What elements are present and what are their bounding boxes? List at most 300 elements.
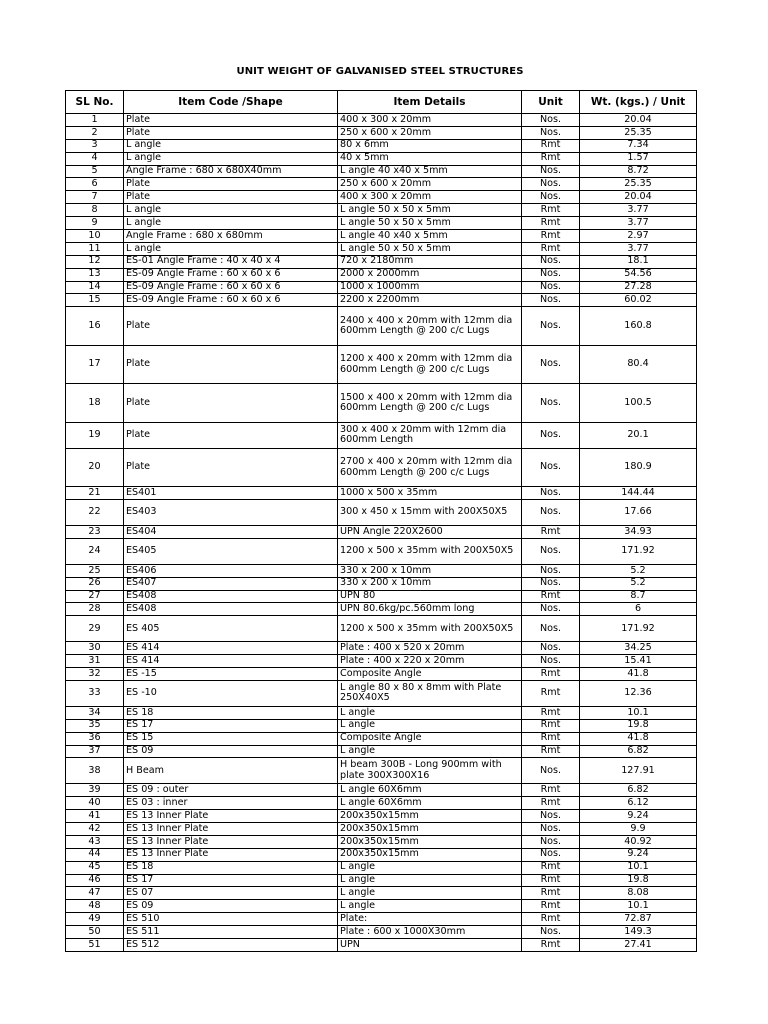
weight-cell: 8.7 (580, 590, 697, 603)
sl-no-cell: 40 (66, 797, 124, 810)
item-code-cell: ES 07 (124, 887, 338, 900)
item-code-cell: Plate (124, 345, 338, 384)
unit-cell: Nos. (522, 268, 580, 281)
item-details-cell: 250 x 600 x 20mm (338, 126, 522, 139)
weight-cell: 34.93 (580, 526, 697, 539)
weight-cell: 180.9 (580, 448, 697, 487)
weight-cell: 20.04 (580, 191, 697, 204)
table-row (66, 668, 697, 681)
item-details-cell: 40 x 5mm (338, 152, 522, 165)
table-row (66, 603, 697, 616)
item-code-cell: ES 15 (124, 732, 338, 745)
weight-cell: 20.04 (580, 114, 697, 127)
table-row (66, 680, 697, 706)
item-code-cell: L angle (124, 152, 338, 165)
table-row (66, 577, 697, 590)
item-code-cell: Plate (124, 422, 338, 448)
item-code-cell: ES 512 (124, 938, 338, 951)
weight-cell: 80.4 (580, 345, 697, 384)
item-details-cell: H beam 300B - Long 900mm with plate 300X300X16 (338, 758, 522, 784)
table-row (66, 255, 697, 268)
item-details-cell: 720 x 2180mm (338, 255, 522, 268)
item-details-cell: UPN (338, 938, 522, 951)
sl-no-cell: 16 (66, 307, 124, 346)
item-code-cell: Plate (124, 178, 338, 191)
item-code-cell: ES405 (124, 538, 338, 564)
table-row (66, 307, 697, 346)
table-row (66, 616, 697, 642)
item-code-cell: ES 17 (124, 719, 338, 732)
sl-no-cell: 2 (66, 126, 124, 139)
item-details-cell: 1500 x 400 x 20mm with 12mm dia 600mm Length @ 200 c/c Lugs (338, 384, 522, 423)
table-row (66, 913, 697, 926)
item-code-cell: ES 09 : outer (124, 784, 338, 797)
sl-no-cell: 5 (66, 165, 124, 178)
weight-cell: 40.92 (580, 835, 697, 848)
unit-cell: Nos. (522, 345, 580, 384)
sl-no-cell: 37 (66, 745, 124, 758)
item-code-cell: L angle (124, 139, 338, 152)
item-details-cell: L angle 50 x 50 x 5mm (338, 217, 522, 230)
item-code-cell: ES407 (124, 577, 338, 590)
weight-cell: 3.77 (580, 204, 697, 217)
item-code-cell: ES406 (124, 564, 338, 577)
item-details-cell: 400 x 300 x 20mm (338, 191, 522, 204)
item-details-cell: 300 x 400 x 20mm with 12mm dia 600mm Length (338, 422, 522, 448)
item-details-cell: L angle 80 x 80 x 8mm with Plate 250X40X5 (338, 680, 522, 706)
unit-cell: Nos. (522, 191, 580, 204)
item-details-cell: 2200 x 2200mm (338, 294, 522, 307)
weight-cell: 8.72 (580, 165, 697, 178)
table-row (66, 500, 697, 526)
unit-cell: Rmt (522, 732, 580, 745)
item-code-cell: ES 13 Inner Plate (124, 835, 338, 848)
table-row (66, 887, 697, 900)
weight-cell: 72.87 (580, 913, 697, 926)
unit-cell: Nos. (522, 655, 580, 668)
item-details-cell: L angle (338, 900, 522, 913)
sl-no-cell: 25 (66, 564, 124, 577)
weight-cell: 6.82 (580, 784, 697, 797)
table-row (66, 281, 697, 294)
sl-no-cell: 45 (66, 861, 124, 874)
unit-cell: Nos. (522, 822, 580, 835)
sl-no-cell: 20 (66, 448, 124, 487)
table-row (66, 797, 697, 810)
weight-cell: 6.12 (580, 797, 697, 810)
table-row (66, 784, 697, 797)
sl-no-cell: 1 (66, 114, 124, 127)
sl-no-cell: 21 (66, 487, 124, 500)
unit-cell: Rmt (522, 706, 580, 719)
sl-no-cell: 27 (66, 590, 124, 603)
item-code-cell: ES-09 Angle Frame : 60 x 60 x 6 (124, 268, 338, 281)
table-row (66, 745, 697, 758)
item-details-cell: 330 x 200 x 10mm (338, 564, 522, 577)
weight-cell: 9.24 (580, 848, 697, 861)
unit-cell: Rmt (522, 719, 580, 732)
weight-cell: 15.41 (580, 655, 697, 668)
table-row (66, 294, 697, 307)
unit-cell: Rmt (522, 230, 580, 243)
table-row (66, 165, 697, 178)
sl-no-cell: 4 (66, 152, 124, 165)
sl-no-cell: 24 (66, 538, 124, 564)
sl-no-cell: 47 (66, 887, 124, 900)
item-code-cell: ES 414 (124, 655, 338, 668)
item-code-cell: L angle (124, 242, 338, 255)
unit-cell: Rmt (522, 526, 580, 539)
item-code-cell: ES-09 Angle Frame : 60 x 60 x 6 (124, 281, 338, 294)
sl-no-cell: 31 (66, 655, 124, 668)
weight-cell: 6 (580, 603, 697, 616)
unit-cell: Rmt (522, 217, 580, 230)
item-details-cell: L angle 60X6mm (338, 797, 522, 810)
table-row (66, 448, 697, 487)
unit-cell: Rmt (522, 242, 580, 255)
document-title: UNIT WEIGHT OF GALVANISED STEEL STRUCTURES (236, 66, 524, 77)
weight-cell: 17.66 (580, 500, 697, 526)
table-row (66, 487, 697, 500)
unit-cell: Nos. (522, 616, 580, 642)
unit-cell: Nos. (522, 307, 580, 346)
sl-no-cell: 6 (66, 178, 124, 191)
table-row (66, 114, 697, 127)
item-code-cell: ES 13 Inner Plate (124, 848, 338, 861)
unit-cell: Nos. (522, 926, 580, 939)
unit-cell: Rmt (522, 913, 580, 926)
table-row (66, 126, 697, 139)
sl-no-cell: 18 (66, 384, 124, 423)
sl-no-cell: 28 (66, 603, 124, 616)
item-code-cell: ES408 (124, 603, 338, 616)
weight-cell: 5.2 (580, 564, 697, 577)
table-row (66, 590, 697, 603)
table-row (66, 642, 697, 655)
weight-cell: 54.56 (580, 268, 697, 281)
item-details-cell: 1000 x 1000mm (338, 281, 522, 294)
weight-cell: 2.97 (580, 230, 697, 243)
item-details-cell: 200x350x15mm (338, 835, 522, 848)
table-row (66, 655, 697, 668)
item-details-cell: L angle (338, 719, 522, 732)
unit-cell: Rmt (522, 887, 580, 900)
item-code-cell: ES 13 Inner Plate (124, 810, 338, 823)
table-row (66, 345, 697, 384)
table-row (66, 178, 697, 191)
weight-cell: 171.92 (580, 616, 697, 642)
item-code-cell: ES 17 (124, 874, 338, 887)
weight-cell: 10.1 (580, 861, 697, 874)
sl-no-cell: 14 (66, 281, 124, 294)
item-code-cell: ES401 (124, 487, 338, 500)
item-details-cell: L angle (338, 706, 522, 719)
item-code-cell: ES404 (124, 526, 338, 539)
weight-cell: 160.8 (580, 307, 697, 346)
item-code-cell: ES 13 Inner Plate (124, 822, 338, 835)
table-row (66, 538, 697, 564)
weight-cell: 18.1 (580, 255, 697, 268)
unit-cell: Nos. (522, 126, 580, 139)
unit-cell: Rmt (522, 938, 580, 951)
sl-no-cell: 17 (66, 345, 124, 384)
item-details-cell: 2000 x 2000mm (338, 268, 522, 281)
table-row (66, 564, 697, 577)
weight-cell: 1.57 (580, 152, 697, 165)
item-code-cell: Plate (124, 126, 338, 139)
item-details-cell: UPN Angle 220X2600 (338, 526, 522, 539)
sl-no-cell: 12 (66, 255, 124, 268)
sl-no-cell: 38 (66, 758, 124, 784)
sl-no-cell: 48 (66, 900, 124, 913)
unit-cell: Rmt (522, 139, 580, 152)
unit-cell: Nos. (522, 422, 580, 448)
table-row (66, 706, 697, 719)
sl-no-cell: 44 (66, 848, 124, 861)
table-row (66, 938, 697, 951)
weight-cell: 19.8 (580, 719, 697, 732)
sl-no-cell: 23 (66, 526, 124, 539)
table-row (66, 422, 697, 448)
unit-cell: Nos. (522, 178, 580, 191)
table-row (66, 230, 697, 243)
unit-cell: Nos. (522, 165, 580, 178)
unit-cell: Rmt (522, 861, 580, 874)
item-code-cell: ES-09 Angle Frame : 60 x 60 x 6 (124, 294, 338, 307)
item-code-cell: Plate (124, 307, 338, 346)
item-details-cell: Composite Angle (338, 732, 522, 745)
table-row (66, 874, 697, 887)
table-row (66, 526, 697, 539)
unit-cell: Nos. (522, 810, 580, 823)
item-details-cell: 80 x 6mm (338, 139, 522, 152)
sl-no-cell: 50 (66, 926, 124, 939)
weight-cell: 34.25 (580, 642, 697, 655)
item-details-cell: 200x350x15mm (338, 810, 522, 823)
table-row (66, 268, 697, 281)
sl-no-cell: 7 (66, 191, 124, 204)
unit-cell: Rmt (522, 590, 580, 603)
item-code-cell: ES 18 (124, 706, 338, 719)
unit-cell: Rmt (522, 797, 580, 810)
weight-cell: 60.02 (580, 294, 697, 307)
item-details-cell: 330 x 200 x 10mm (338, 577, 522, 590)
item-details-cell: L angle (338, 745, 522, 758)
sl-no-cell: 41 (66, 810, 124, 823)
item-details-cell: Composite Angle (338, 668, 522, 681)
table-header-row (66, 91, 697, 114)
item-details-cell: Plate : 400 x 220 x 20mm (338, 655, 522, 668)
unit-cell: Rmt (522, 204, 580, 217)
item-code-cell: ES 03 : inner (124, 797, 338, 810)
item-details-cell: 400 x 300 x 20mm (338, 114, 522, 127)
unit-cell: Nos. (522, 848, 580, 861)
item-details-cell: 2700 x 400 x 20mm with 12mm dia 600mm Length @ 200 c/c Lugs (338, 448, 522, 487)
unit-cell: Rmt (522, 152, 580, 165)
unit-cell: Nos. (522, 642, 580, 655)
sl-no-cell: 43 (66, 835, 124, 848)
sl-no-cell: 9 (66, 217, 124, 230)
weight-cell: 171.92 (580, 538, 697, 564)
weight-cell: 41.8 (580, 668, 697, 681)
sl-no-cell: 34 (66, 706, 124, 719)
table-row (66, 242, 697, 255)
weight-cell: 12.36 (580, 680, 697, 706)
column-header-sl-no: SL No. (66, 91, 124, 114)
item-code-cell: Angle Frame : 680 x 680mm (124, 230, 338, 243)
sl-no-cell: 10 (66, 230, 124, 243)
sl-no-cell: 11 (66, 242, 124, 255)
table-row (66, 139, 697, 152)
table-row (66, 732, 697, 745)
weight-cell: 10.1 (580, 900, 697, 913)
item-details-cell: L angle 40 x40 x 5mm (338, 230, 522, 243)
weight-cell: 5.2 (580, 577, 697, 590)
item-code-cell: H Beam (124, 758, 338, 784)
table-row (66, 152, 697, 165)
table-row (66, 835, 697, 848)
table-row (66, 926, 697, 939)
sl-no-cell: 29 (66, 616, 124, 642)
item-code-cell: L angle (124, 217, 338, 230)
unit-cell: Nos. (522, 255, 580, 268)
weight-cell: 9.9 (580, 822, 697, 835)
item-details-cell: UPN 80 (338, 590, 522, 603)
weight-cell: 3.77 (580, 242, 697, 255)
weight-cell: 100.5 (580, 384, 697, 423)
table-row (66, 204, 697, 217)
item-details-cell: L angle (338, 874, 522, 887)
sl-no-cell: 32 (66, 668, 124, 681)
weight-cell: 127.91 (580, 758, 697, 784)
item-code-cell: ES 405 (124, 616, 338, 642)
item-details-cell: 250 x 600 x 20mm (338, 178, 522, 191)
item-code-cell: ES 414 (124, 642, 338, 655)
unit-cell: Nos. (522, 577, 580, 590)
item-details-cell: Plate : 400 x 520 x 20mm (338, 642, 522, 655)
item-code-cell: ES 510 (124, 913, 338, 926)
item-details-cell: 1200 x 500 x 35mm with 200X50X5 (338, 616, 522, 642)
weight-cell: 19.8 (580, 874, 697, 887)
weight-cell: 27.41 (580, 938, 697, 951)
item-details-cell: L angle (338, 861, 522, 874)
weight-cell: 6.82 (580, 745, 697, 758)
item-code-cell: ES 511 (124, 926, 338, 939)
sl-no-cell: 46 (66, 874, 124, 887)
sl-no-cell: 39 (66, 784, 124, 797)
weight-cell: 25.35 (580, 126, 697, 139)
table-row (66, 822, 697, 835)
sl-no-cell: 13 (66, 268, 124, 281)
sl-no-cell: 15 (66, 294, 124, 307)
unit-weight-table (65, 90, 697, 952)
weight-cell: 25.35 (580, 178, 697, 191)
unit-cell: Nos. (522, 758, 580, 784)
table-row (66, 191, 697, 204)
item-details-cell: Plate : 600 x 1000X30mm (338, 926, 522, 939)
weight-cell: 27.28 (580, 281, 697, 294)
unit-cell: Nos. (522, 500, 580, 526)
weight-cell: 20.1 (580, 422, 697, 448)
unit-cell: Nos. (522, 603, 580, 616)
item-code-cell: ES403 (124, 500, 338, 526)
item-details-cell: 1000 x 500 x 35mm (338, 487, 522, 500)
item-details-cell: L angle 50 x 50 x 5mm (338, 242, 522, 255)
table-row (66, 384, 697, 423)
unit-cell: Nos. (522, 114, 580, 127)
item-code-cell: ES-01 Angle Frame : 40 x 40 x 4 (124, 255, 338, 268)
column-header-unit: Unit (522, 91, 580, 114)
weight-cell: 3.77 (580, 217, 697, 230)
weight-cell: 10.1 (580, 706, 697, 719)
unit-cell: Rmt (522, 668, 580, 681)
sl-no-cell: 42 (66, 822, 124, 835)
sl-no-cell: 8 (66, 204, 124, 217)
sl-no-cell: 36 (66, 732, 124, 745)
weight-cell: 149.3 (580, 926, 697, 939)
unit-cell: Nos. (522, 487, 580, 500)
unit-cell: Rmt (522, 680, 580, 706)
unit-cell: Rmt (522, 874, 580, 887)
item-code-cell: ES 09 (124, 745, 338, 758)
unit-cell: Rmt (522, 900, 580, 913)
sl-no-cell: 49 (66, 913, 124, 926)
unit-cell: Nos. (522, 835, 580, 848)
unit-cell: Nos. (522, 281, 580, 294)
sl-no-cell: 51 (66, 938, 124, 951)
item-code-cell: Plate (124, 114, 338, 127)
sl-no-cell: 33 (66, 680, 124, 706)
unit-cell: Nos. (522, 564, 580, 577)
sl-no-cell: 19 (66, 422, 124, 448)
sl-no-cell: 3 (66, 139, 124, 152)
column-header-item-code: Item Code /Shape (124, 91, 338, 114)
unit-cell: Rmt (522, 784, 580, 797)
unit-cell: Nos. (522, 384, 580, 423)
column-header-item-details: Item Details (338, 91, 522, 114)
table-row (66, 217, 697, 230)
item-details-cell: L angle 50 x 50 x 5mm (338, 204, 522, 217)
weight-cell: 8.08 (580, 887, 697, 900)
sl-no-cell: 26 (66, 577, 124, 590)
item-code-cell: ES -10 (124, 680, 338, 706)
sl-no-cell: 22 (66, 500, 124, 526)
table-row (66, 758, 697, 784)
item-code-cell: Angle Frame : 680 x 680X40mm (124, 165, 338, 178)
item-details-cell: 200x350x15mm (338, 822, 522, 835)
unit-cell: Nos. (522, 294, 580, 307)
item-details-cell: UPN 80.6kg/pc.560mm long (338, 603, 522, 616)
item-code-cell: ES -15 (124, 668, 338, 681)
item-details-cell: L angle 40 x40 x 5mm (338, 165, 522, 178)
weight-cell: 144.44 (580, 487, 697, 500)
sl-no-cell: 35 (66, 719, 124, 732)
item-code-cell: ES 09 (124, 900, 338, 913)
column-header-weight: Wt. (kgs.) / Unit (580, 91, 697, 114)
item-details-cell: L angle 60X6mm (338, 784, 522, 797)
table-row (66, 848, 697, 861)
item-details-cell: 1200 x 500 x 35mm with 200X50X5 (338, 538, 522, 564)
sl-no-cell: 30 (66, 642, 124, 655)
weight-cell: 41.8 (580, 732, 697, 745)
item-code-cell: ES 18 (124, 861, 338, 874)
table-body (66, 114, 697, 952)
item-code-cell: Plate (124, 191, 338, 204)
unit-cell: Rmt (522, 745, 580, 758)
unit-cell: Nos. (522, 448, 580, 487)
item-details-cell: 200x350x15mm (338, 848, 522, 861)
table-row (66, 719, 697, 732)
